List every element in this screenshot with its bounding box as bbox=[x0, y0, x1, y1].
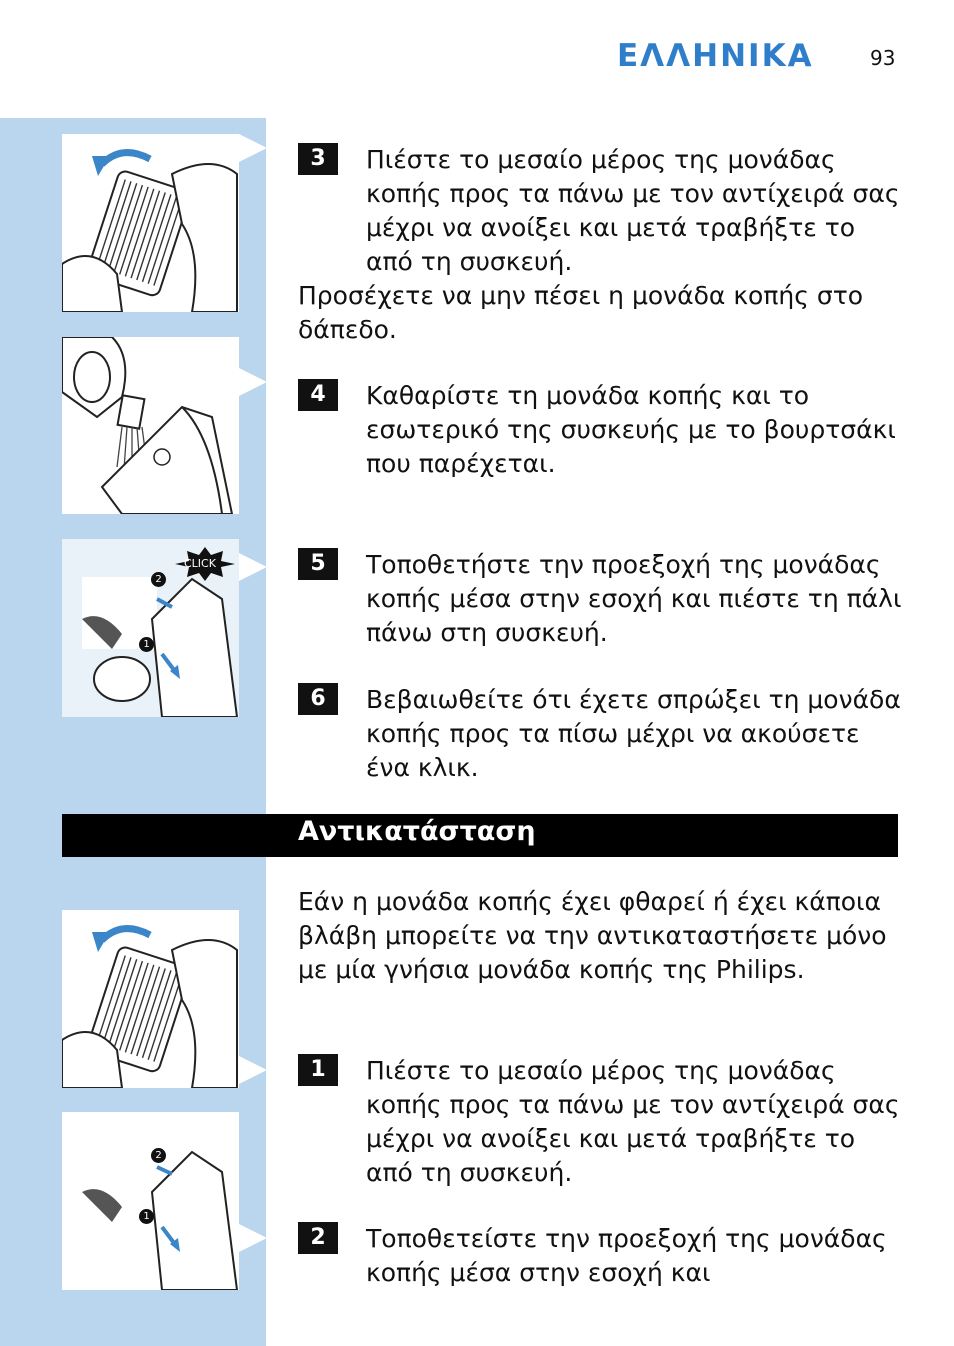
pointer-arrow bbox=[239, 1056, 267, 1084]
pointer-arrow bbox=[239, 368, 267, 396]
section-heading-bar bbox=[62, 814, 898, 857]
hand-pushing-cutter-illustration bbox=[62, 134, 239, 312]
step-number-badge: 1 bbox=[298, 1054, 338, 1086]
marker-1: 1 bbox=[139, 1209, 154, 1224]
step-number-badge: 2 bbox=[298, 1222, 338, 1254]
step-number-badge: 6 bbox=[298, 683, 338, 715]
section-intro-paragraph: Εάν η μονάδα κοπής έχει φθαρεί ή έχει κάποια βλάβη μπορείτε να την αντικαταστήσετε μόνο με μία γνήσια μονάδα κοπής της Philips. bbox=[298, 887, 887, 984]
marker-1: 1 bbox=[139, 637, 154, 652]
cutter-insert-illustration bbox=[62, 539, 239, 717]
step-text: Τοποθετείστε την προεξοχή της μονάδας κοπής μέσα στην εσοχή και bbox=[366, 1224, 887, 1287]
click-label: CLICK bbox=[184, 557, 216, 570]
pointer-arrow bbox=[239, 134, 267, 162]
hand-pushing-cutter-illustration bbox=[62, 910, 239, 1088]
step-text: Πιέστε το μεσαίο μέρος της μονάδας κοπής προς τα πάνω με τον αντίχειρά σας μέχρι να ανοίξει και μετά τραβήξτε το από τη συσκευή. bbox=[366, 145, 900, 276]
step-number-badge: 5 bbox=[298, 548, 338, 580]
page-number: 93 bbox=[870, 46, 896, 70]
language-header: ΕΛΛΗΝΙΚΑ bbox=[617, 38, 814, 74]
step-text: Καθαρίστε τη μονάδα κοπής και το εσωτερικό της συσκευής με το βουρτσάκι που παρέχεται. bbox=[366, 381, 896, 478]
pointer-arrow bbox=[239, 553, 267, 581]
step-number-badge: 3 bbox=[298, 143, 338, 175]
step-text: Πιέστε το μεσαίο μέρος της μονάδας κοπής προς τα πάνω με τον αντίχειρά σας μέχρι να ανοίξει και μετά τραβήξτε το από τη συσκευή. bbox=[366, 1056, 900, 1187]
pointer-arrow bbox=[239, 1224, 267, 1252]
marker-2: 2 bbox=[151, 1148, 166, 1163]
marker-2: 2 bbox=[151, 572, 166, 587]
step-text: Βεβαιωθείτε ότι έχετε σπρώξει τη μονάδα κοπής προς τα πίσω μέχρι να ακούσετε ένα κλικ. bbox=[366, 685, 901, 782]
cutter-insert-illustration bbox=[62, 1112, 239, 1290]
section-title: Αντικατάσταση bbox=[298, 816, 536, 847]
note-paragraph: Προσέχετε να μην πέσει η μονάδα κοπής στο δάπεδο. bbox=[298, 281, 864, 344]
step-text: Τοποθετήστε την προεξοχή της μονάδας κοπής μέσα στην εσοχή και πιέστε τη πάλι πάνω στη συσκευή. bbox=[366, 550, 902, 647]
step-number-badge: 4 bbox=[298, 379, 338, 411]
brush-cleaning-illustration bbox=[62, 337, 239, 514]
